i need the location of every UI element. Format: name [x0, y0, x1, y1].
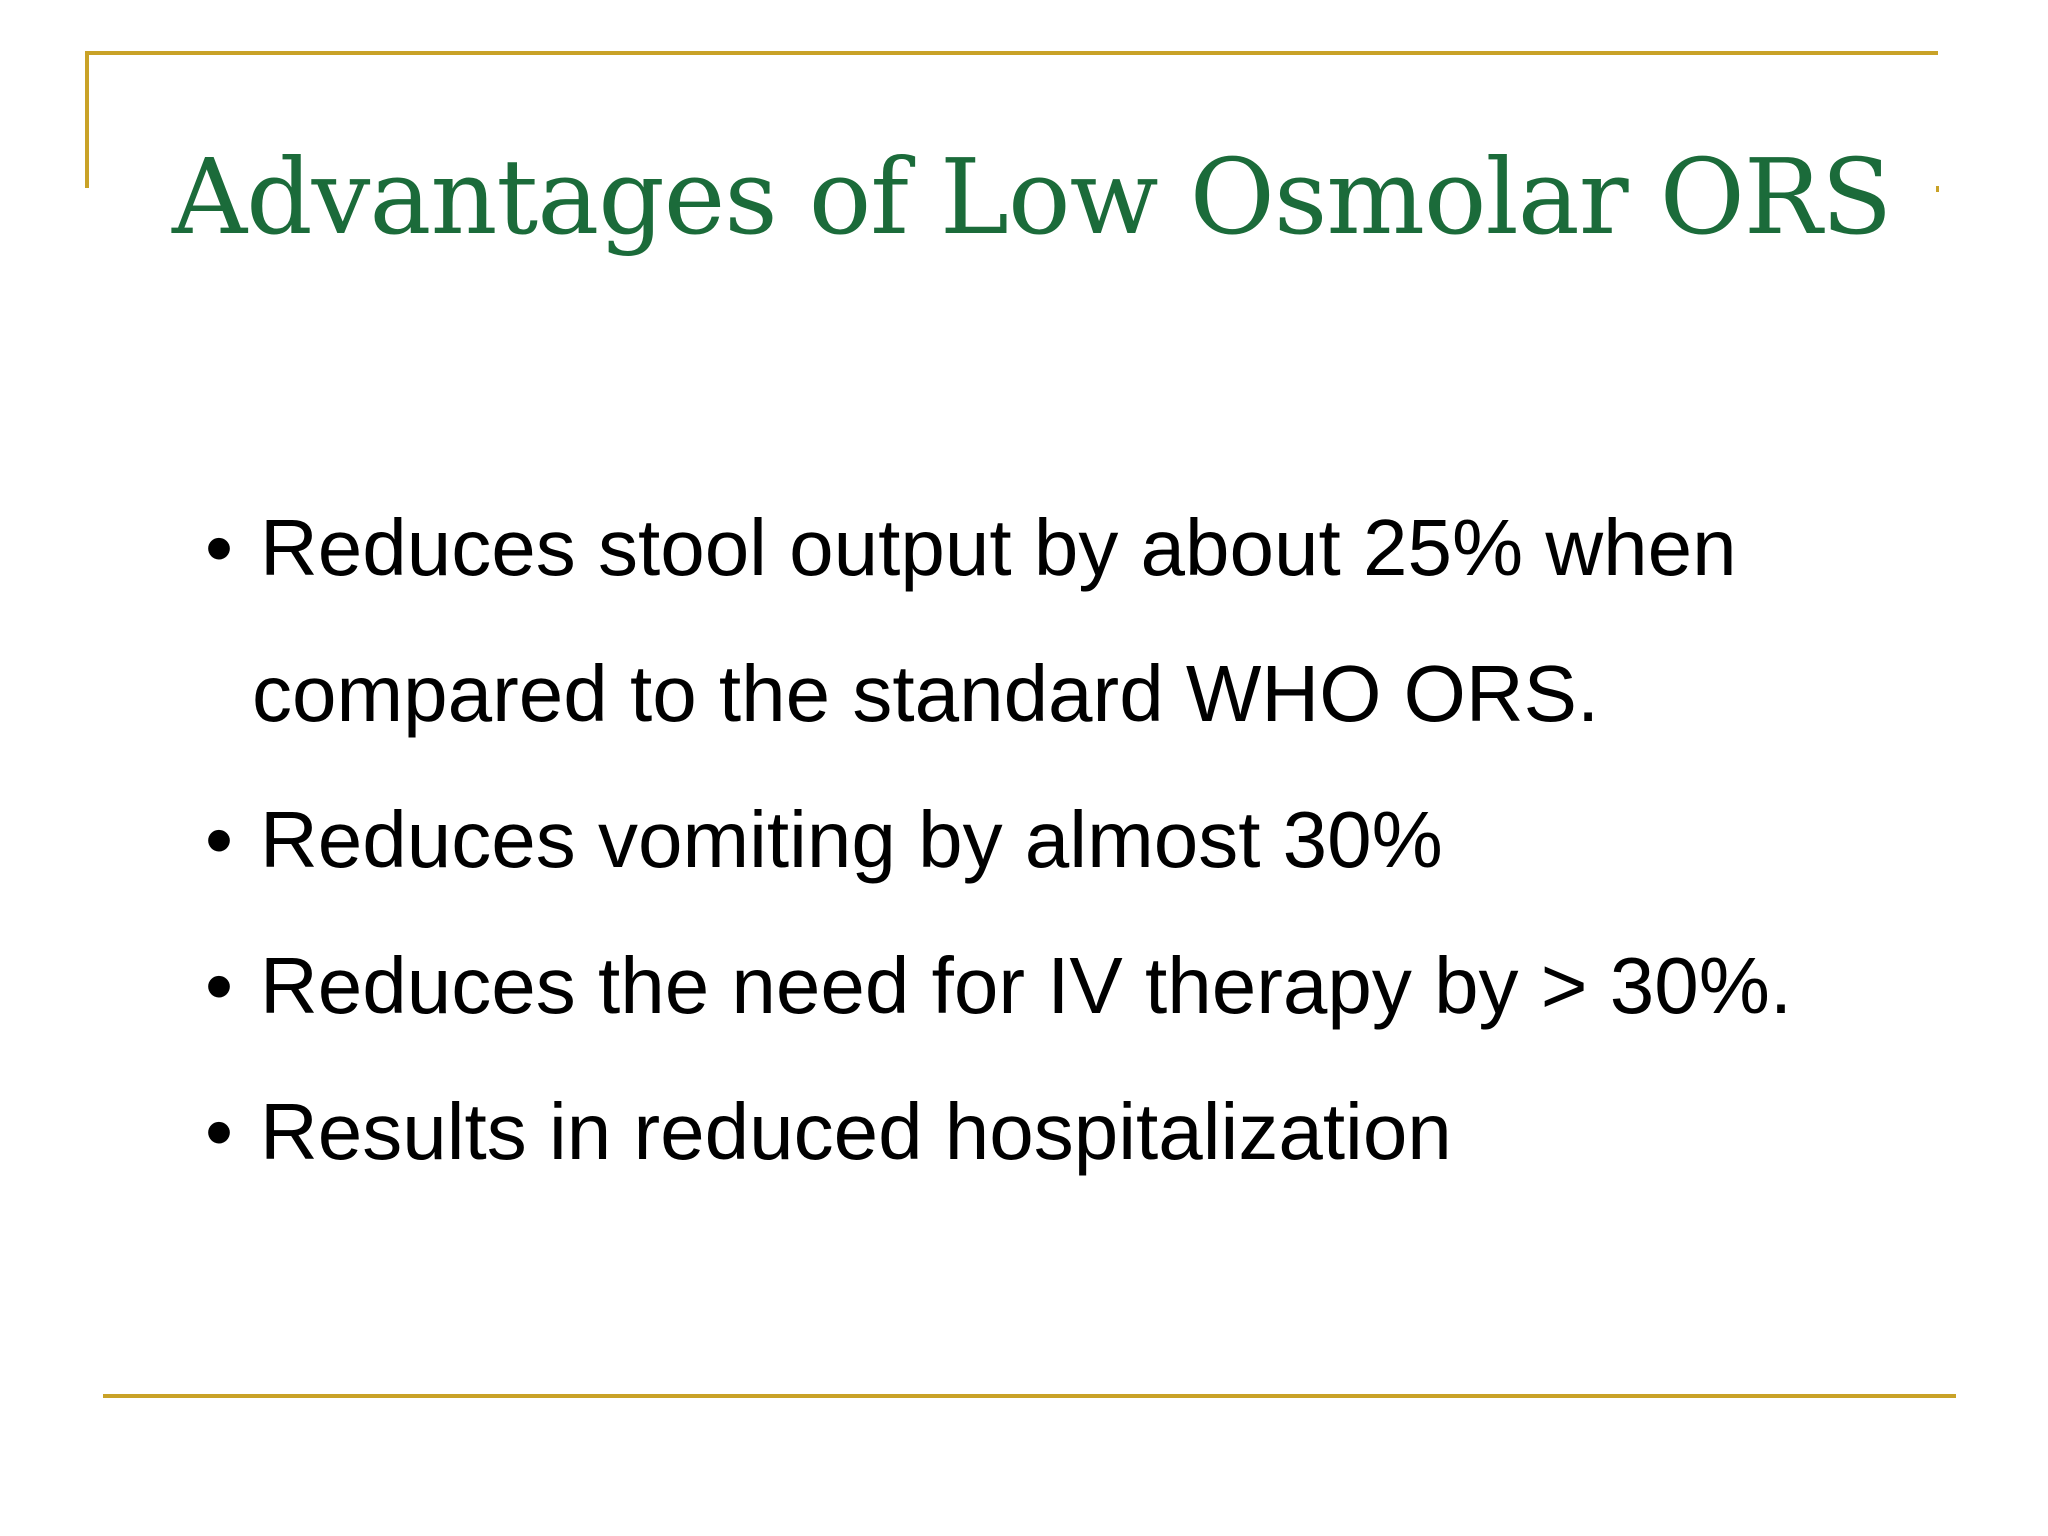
bullet-text: Reduces stool output by about 25% when: [260, 503, 1737, 592]
frame-left-line: [85, 51, 89, 188]
bullet-text-continuation: compared to the standard WHO ORS.: [252, 649, 1600, 738]
bullet-item-vomiting: [205, 767, 1965, 913]
frame-bottom-line: [103, 1394, 1956, 1398]
bullet-text: Results in reduced hospitalization: [260, 1087, 1452, 1176]
bullet-text: Reduces vomiting by almost 30%: [260, 795, 1443, 884]
bullet-item-hospitalization: [205, 1059, 1965, 1205]
bullet-icon: •: [205, 941, 234, 1030]
bullet-list: [205, 475, 1965, 1205]
frame-right-tick: [1936, 186, 1939, 192]
bullet-item-stool-output: [205, 475, 1965, 767]
bullet-icon: •: [205, 503, 234, 592]
bullet-item-iv-therapy: [205, 913, 1965, 1059]
bullet-icon: •: [205, 795, 234, 884]
bullet-text: Reduces the need for IV therapy by > 30%.: [260, 941, 1793, 1030]
frame-top-line: [85, 51, 1938, 55]
bullet-icon: •: [205, 1087, 234, 1176]
slide-title: Advantages of Low Osmolar ORS: [172, 136, 1892, 258]
